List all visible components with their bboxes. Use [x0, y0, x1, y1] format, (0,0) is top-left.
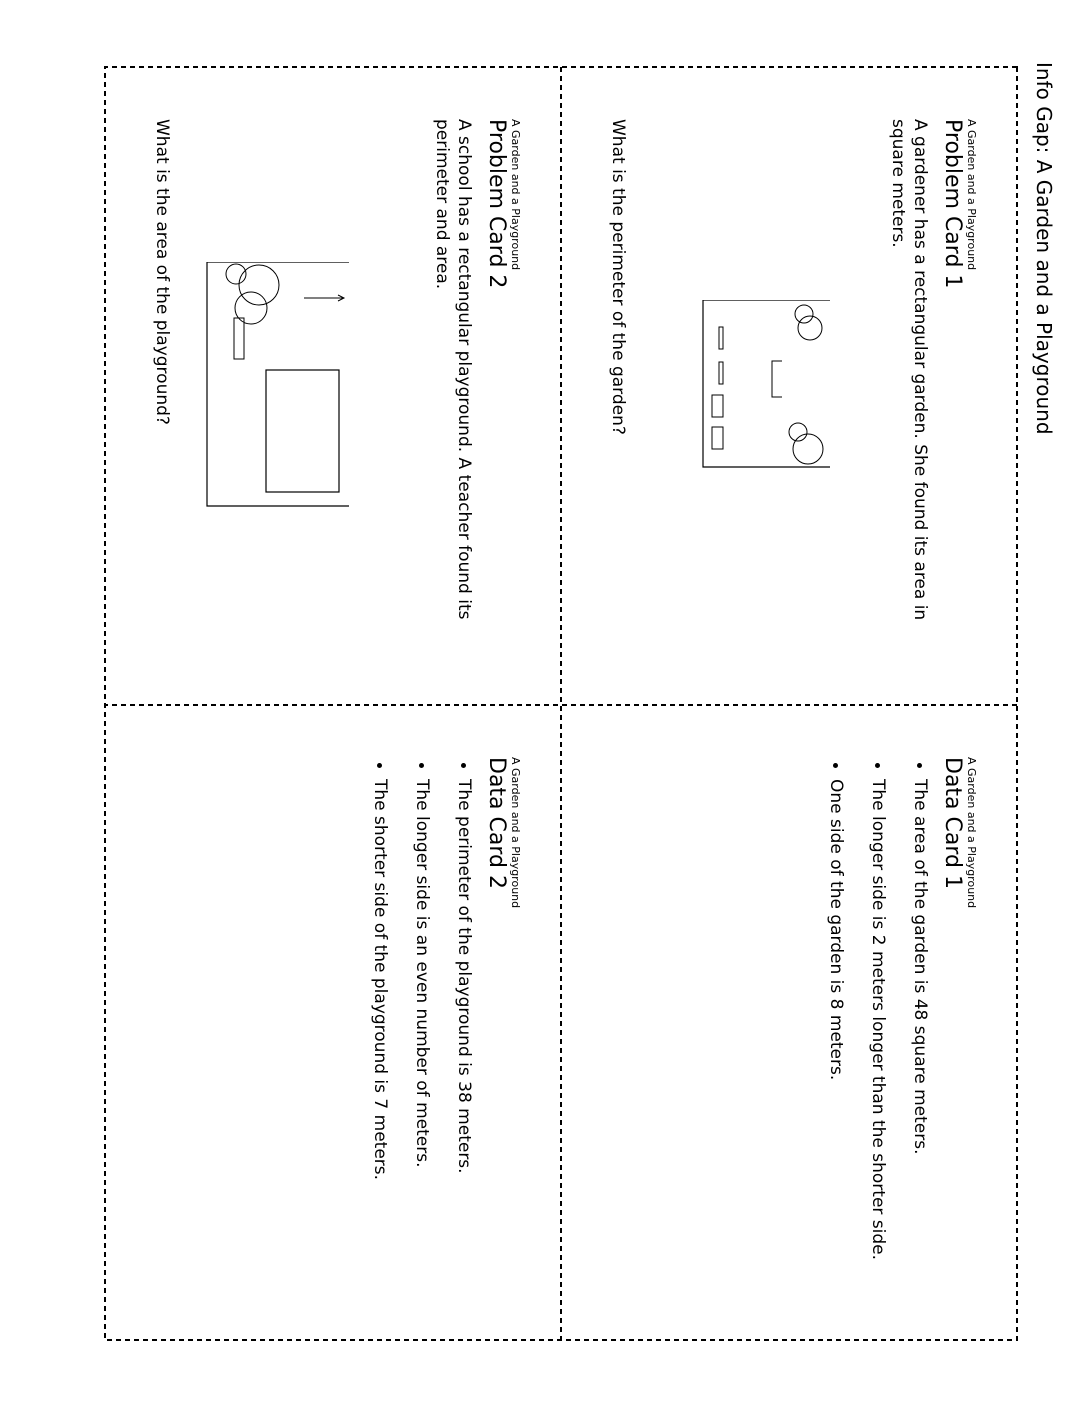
- card-question: What is the perimeter of the garden?: [608, 119, 628, 435]
- card-title: Problem Card 1: [940, 119, 965, 289]
- garden-illustration: [700, 300, 830, 468]
- list-item: • The longer side is an even number of meters.: [411, 779, 433, 1339]
- card-eyebrow: A Garden and a Playground: [965, 119, 978, 271]
- page-title: Info Gap: A Garden and a Playground: [1032, 62, 1056, 435]
- card-eyebrow: A Garden and a Playground: [965, 757, 978, 909]
- problem-card-1: [561, 67, 1017, 705]
- list-item: • The longer side is 2 meters longer than the shorter side.: [867, 779, 889, 1339]
- card-eyebrow: A Garden and a Playground: [509, 757, 522, 909]
- data-card-1: [561, 705, 1017, 1340]
- data-list: [349, 757, 475, 1339]
- card-eyebrow: A Garden and a Playground: [509, 119, 522, 271]
- problem-card-2: [105, 67, 561, 705]
- list-item: • The area of the garden is 48 square meters.: [909, 779, 931, 1339]
- list-item: • The perimeter of the playground is 38 meters.: [453, 779, 475, 1339]
- card-title: Data Card 2: [484, 757, 509, 889]
- card-text: A gardener has a rectangular garden. She found its area in square meters.: [888, 119, 930, 621]
- data-card-2: [105, 705, 561, 1340]
- card-title: Problem Card 2: [484, 119, 509, 289]
- playground-illustration: [205, 262, 351, 510]
- card-question: What is the area of the playground?: [152, 119, 172, 425]
- card-text: A school has a rectangular playground. A teacher found its perimeter and area.: [432, 119, 474, 620]
- data-list: [805, 757, 931, 1339]
- list-item: • The shorter side of the playground is 7 meters.: [369, 779, 391, 1339]
- list-item: • One side of the garden is 8 meters.: [825, 779, 847, 1339]
- card-title: Data Card 1: [940, 757, 965, 889]
